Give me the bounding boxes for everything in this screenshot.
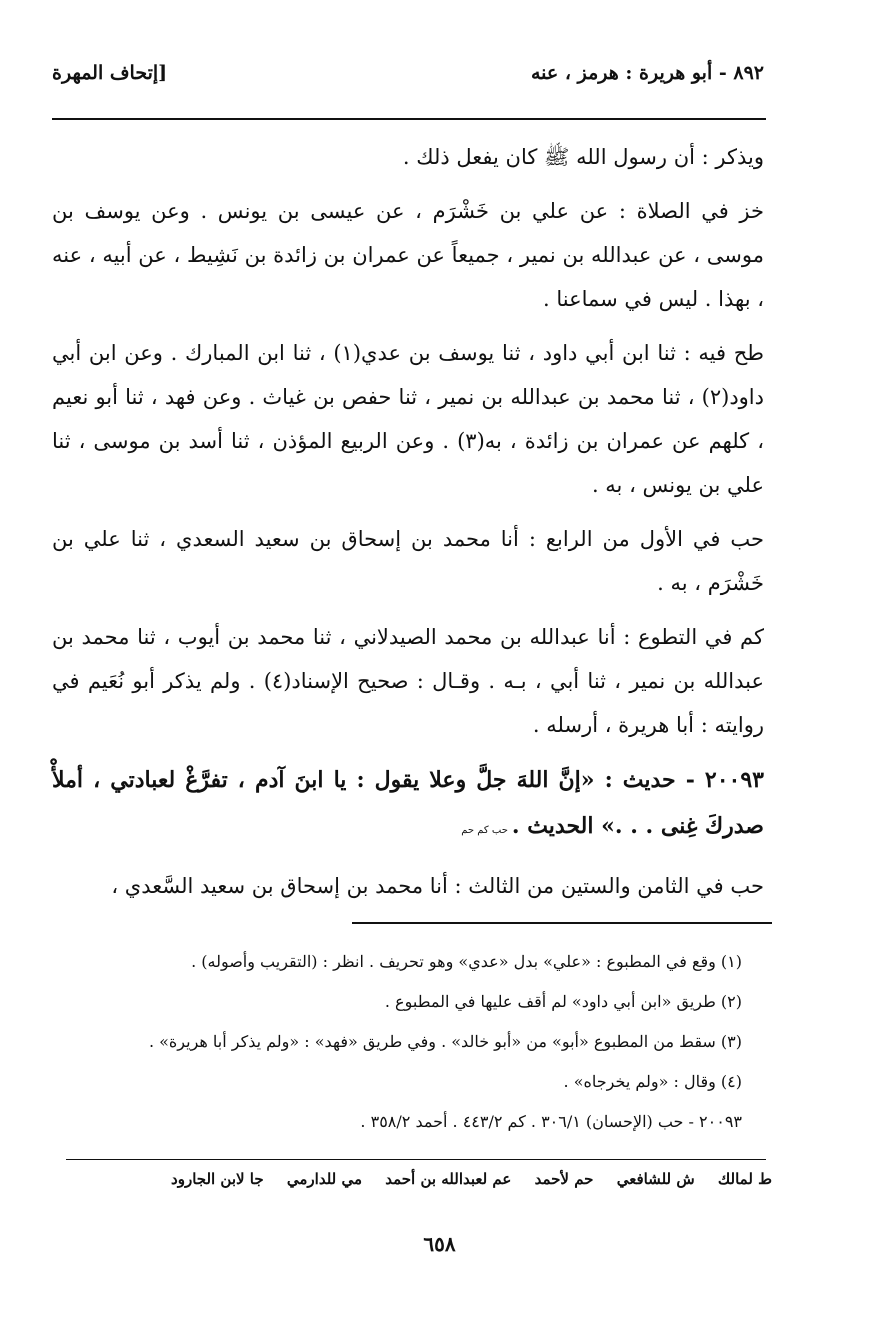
hadith-heading: ٢٠٠٩٣ - حديث : «إنَّ اللهَ جلَّ وعلا يقول : يا ابنَ آدم ، تفرَّغْ لعبادتي ، أملأْ صدركَ غِنى . . .» الحديث .حب كم حم bbox=[52, 767, 764, 839]
footnote-4: (٤) وقال : «ولم يخرجاه» . bbox=[563, 1072, 742, 1091]
legend-item: ش للشافعي bbox=[616, 1170, 695, 1188]
footnote-3: (٣) سقط من المطبوع «أبو» من «أبو خالد» . وفي طريق «فهد» : «ولم يذكر أبا هريرة» . bbox=[148, 1032, 742, 1051]
paragraph-5: كم في التطوع : أنا عبدالله بن محمد الصيدلاني ، ثنا محمد بن أيوب ، ثنا محمد بن عبدالله بن نمير ، ثنا أبي ، بـه . وقـال : صحيح الإسناد(٤) . ولم يذكر أبو نُعَيم في روايته : أبا هريرة ، أرسله . bbox=[52, 625, 764, 737]
hadith-sigla: حب كم حم bbox=[461, 825, 508, 836]
paragraph-1: ويذكر : أن رسول الله ﷺ كان يفعل ذلك . bbox=[402, 145, 764, 169]
main-text bbox=[52, 135, 764, 918]
running-header bbox=[52, 62, 764, 96]
legend-item: مي للدارمي bbox=[286, 1170, 362, 1188]
sigla-legend bbox=[60, 1166, 772, 1192]
legend-item: ط لمالك bbox=[717, 1170, 772, 1188]
paragraph-7: حب في الثامن والستين من الثالث : أنا محمد بن إسحاق بن سعيد السَّعدي ، bbox=[111, 874, 764, 898]
header-book-title: [إتحاف المهرة bbox=[52, 62, 168, 84]
legend-item: عم لعبدالله بن أحمد bbox=[385, 1170, 512, 1188]
page-number: ٦٥٨ bbox=[423, 1232, 456, 1256]
legend-rule bbox=[66, 1159, 766, 1160]
footnotes bbox=[100, 942, 742, 1142]
paragraph-2: خز في الصلاة : عن علي بن خَشْرَم ، عن عيسى بن يونس . وعن يوسف بن موسى ، عن عبدالله بن نمير ، جميعاً عن عمران بن زائدة بن نَشِيط ، عن أبيه ، عنه ، بهذا . ليس في سماعنا . bbox=[52, 199, 764, 311]
footnote-2: (٢) طريق «ابن أبي داود» لم أقف عليها في المطبوع . bbox=[384, 992, 742, 1011]
footnote-1: (١) وقع في المطبوع : «علي» بدل «عدي» وهو تحريف . انظر : (التقريب وأصوله) . bbox=[191, 952, 742, 971]
footnote-source: ٢٠٠٩٣ - حب (الإحسان) ٣٠٦/١ . كم ٤٤٣/٢ . أحمد ٣٥٨/٢ . bbox=[360, 1112, 742, 1131]
footnote-rule bbox=[352, 922, 772, 924]
paragraph-3: طح فيه : ثنا ابن أبي داود ، ثنا يوسف بن عدي(١) ، ثنا ابن المبارك . وعن ابن أبي داود(٢) ، ثنا محمد بن عبدالله بن نمير ، ثنا حفص بن غياث . وعن فهد ، ثنا أبو نعيم ، كلهم عن عمران بن زائدة ، به(٣) . وعن الربيع المؤذن ، ثنا أسد بن موسى ، ثنا علي بن يونس ، به . bbox=[52, 341, 764, 497]
header-rule bbox=[52, 118, 766, 120]
legend-item: حم لأحمد bbox=[534, 1170, 594, 1188]
header-chapter-title: ٨٩٢ - أبو هريرة : هرمز ، عنه bbox=[531, 62, 764, 84]
paragraph-4: حب في الأول من الرابع : أنا محمد بن إسحاق بن سعيد السعدي ، ثنا علي بن خَشْرَم ، به . bbox=[52, 527, 764, 595]
legend-item: جا لابن الجارود bbox=[171, 1170, 264, 1188]
